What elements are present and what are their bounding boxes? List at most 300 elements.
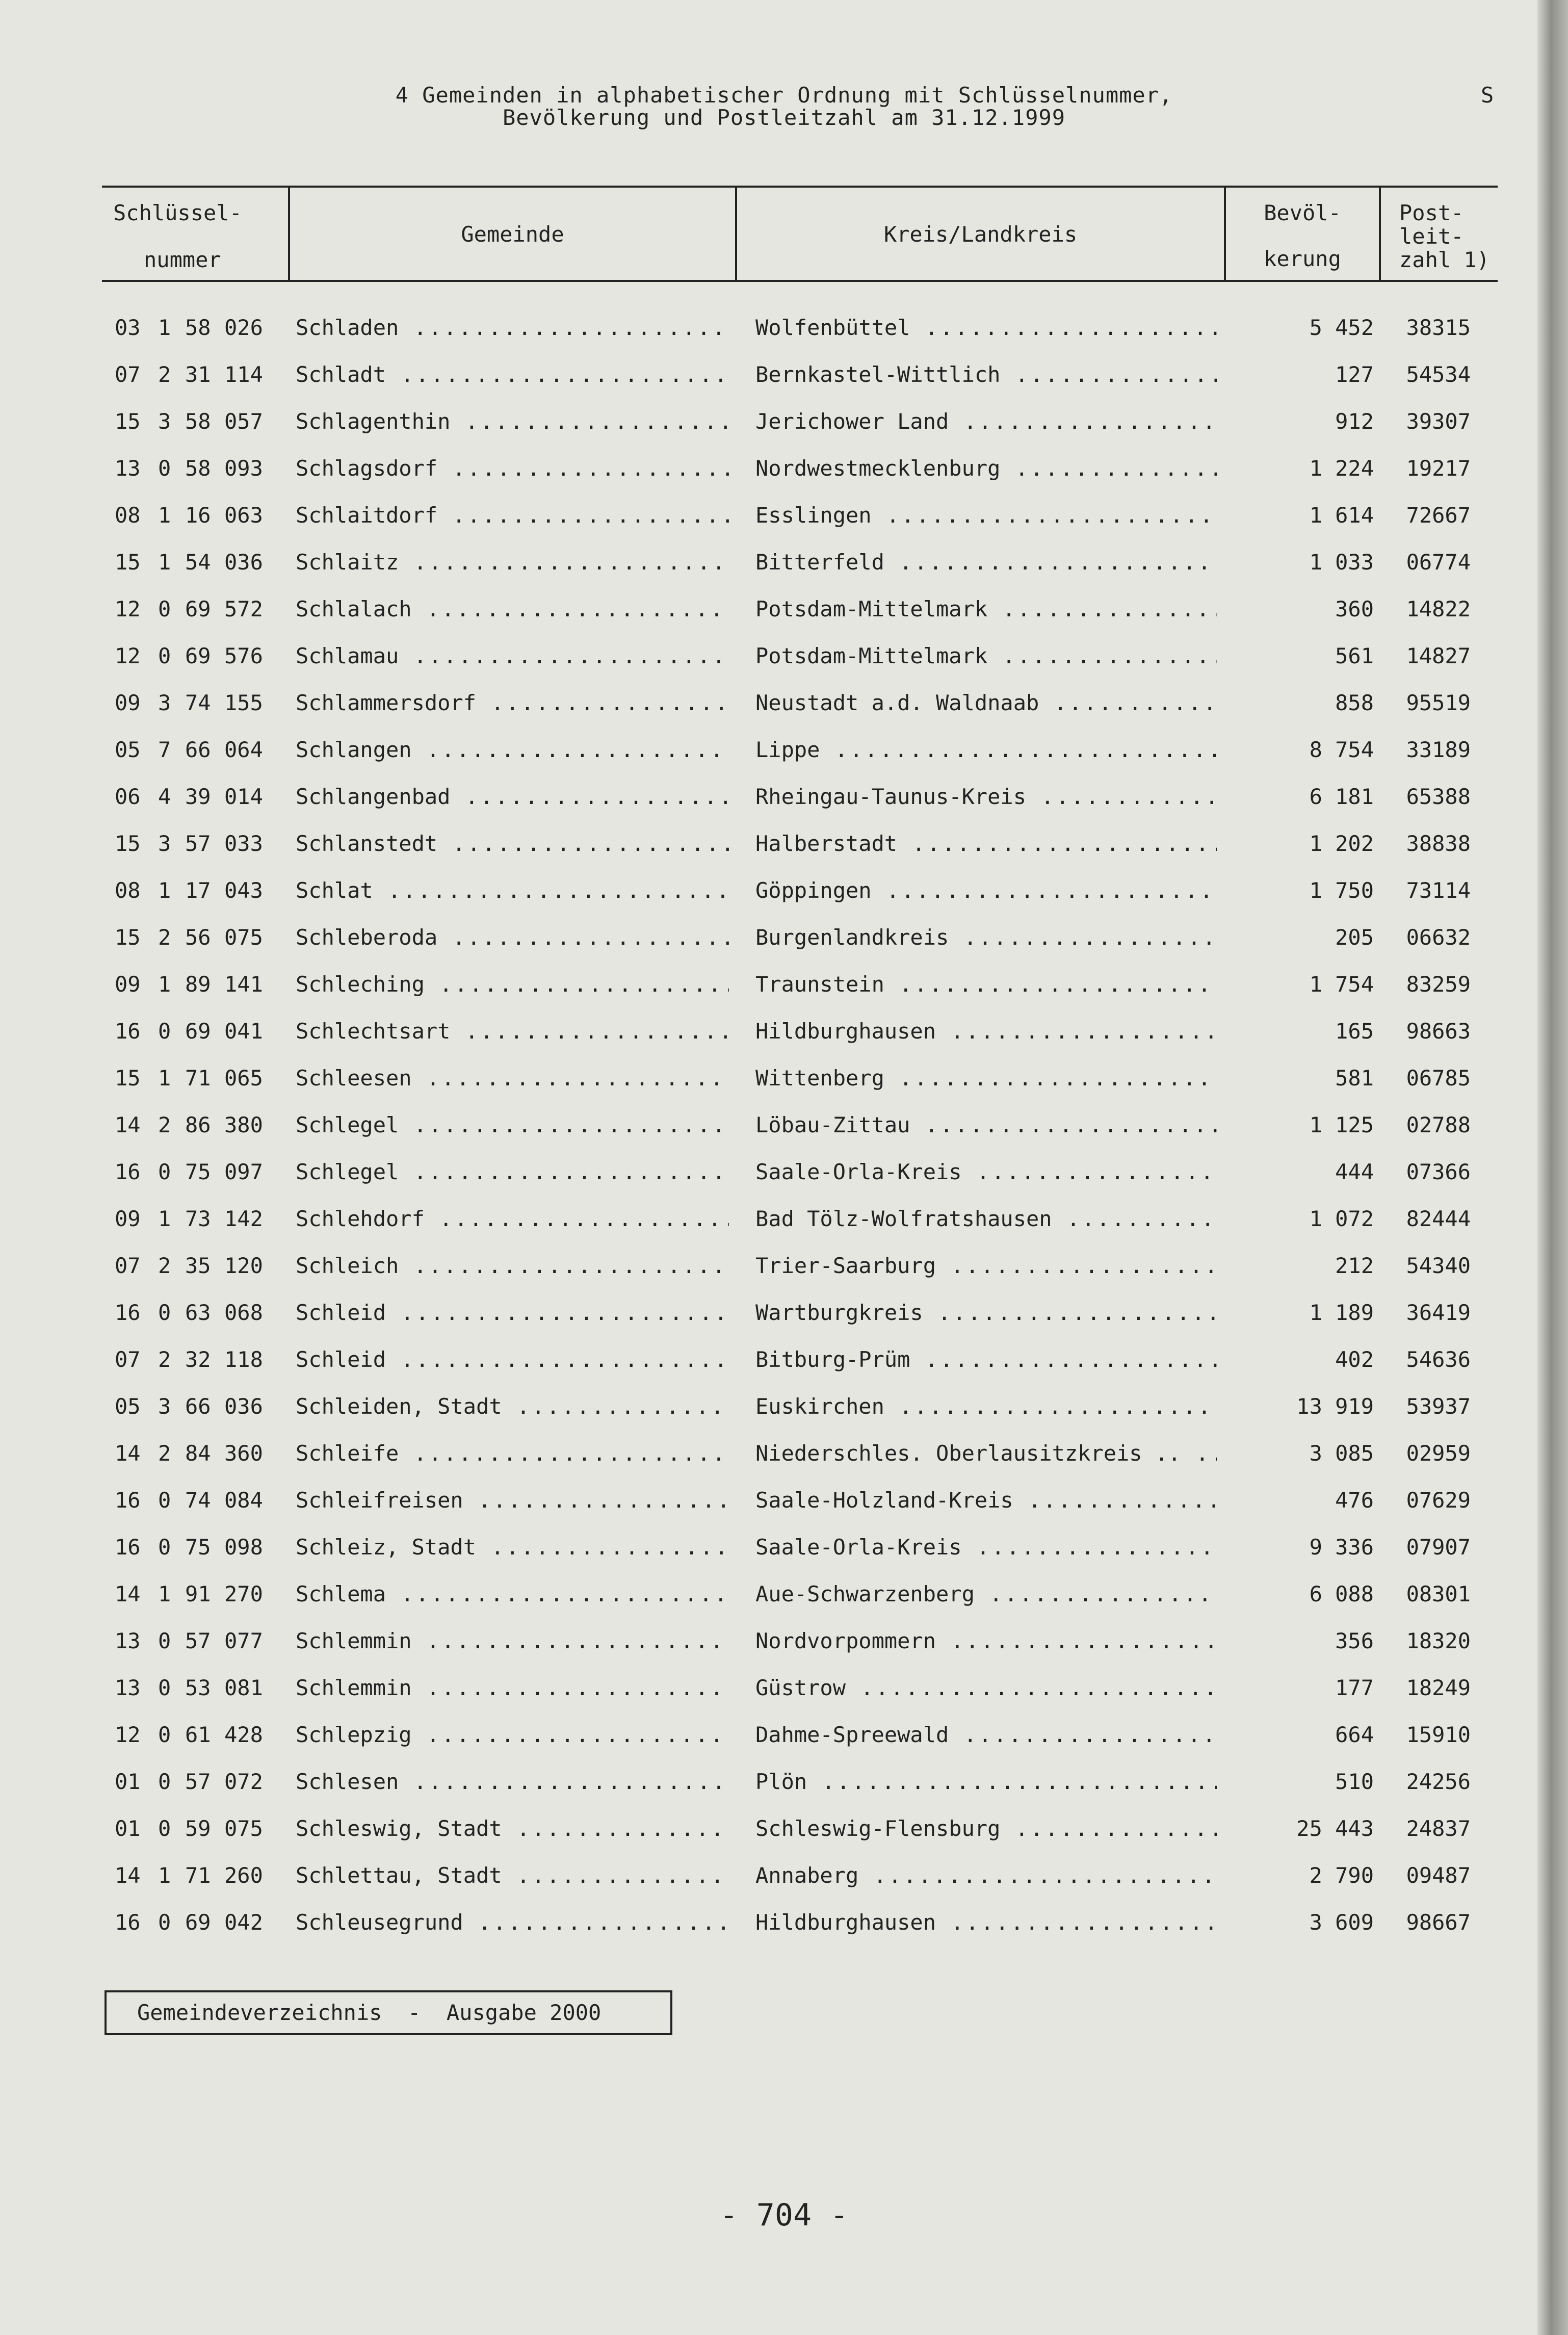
- table-row: [0, 1019, 1519, 1066]
- key-part-gem-nr: 120: [224, 1253, 263, 1278]
- kreis-cell: Göppingen .....: [755, 878, 1217, 903]
- book-spine-shadow: [1537, 0, 1568, 2335]
- postleitzahl-cell: 19217: [1406, 456, 1471, 481]
- postleitzahl-cell: 38315: [1406, 315, 1471, 340]
- key-part-rb: 0: [158, 1675, 171, 1700]
- bevoelkerung-cell: 177: [1335, 1675, 1374, 1700]
- key-part-kreis-nr: 89: [185, 972, 211, 997]
- table-row: [0, 1441, 1519, 1488]
- kreis-cell: Halberstadt .....: [755, 831, 1217, 856]
- key-part-land: 14: [115, 1112, 141, 1137]
- table-row: [0, 1206, 1519, 1253]
- key-part-kreis-nr: 16: [185, 503, 211, 528]
- key-part-gem-nr: 114: [224, 362, 263, 387]
- kreis-cell: Hildburghausen .....: [755, 1019, 1217, 1044]
- table-row: [0, 1535, 1519, 1581]
- gemeinde-name-cell: Schlat .....: [296, 878, 729, 903]
- key-part-kreis-nr: 32: [185, 1347, 211, 1372]
- key-part-land: 15: [115, 1066, 141, 1091]
- postleitzahl-cell: 53937: [1406, 1394, 1471, 1419]
- kreis-cell: Potsdam-Mittelmark .....: [755, 643, 1217, 668]
- gemeinde-name-cell: Schleswig, Stadt .....: [296, 1816, 729, 1841]
- key-part-kreis-nr: 73: [185, 1206, 211, 1231]
- key-part-gem-nr: 014: [224, 784, 263, 809]
- gemeinde-name-cell: Schlegel .....: [296, 1112, 729, 1137]
- gemeinde-name-cell: Schlagenthin .....: [296, 409, 729, 434]
- postleitzahl-cell: 14822: [1406, 596, 1471, 621]
- table-row: [0, 1253, 1519, 1300]
- bevoelkerung-cell: 1 614: [1309, 503, 1374, 528]
- key-part-land: 13: [115, 1675, 141, 1700]
- kreis-cell: Wolfenbüttel .....: [755, 315, 1217, 340]
- key-part-rb: 1: [158, 1863, 171, 1888]
- postleitzahl-cell: 06632: [1406, 925, 1471, 950]
- gemeinde-name-cell: Schleid .....: [296, 1347, 729, 1372]
- postleitzahl-cell: 07629: [1406, 1488, 1471, 1513]
- header-key-line-2: nummer: [144, 247, 221, 272]
- key-part-rb: 0: [158, 1019, 171, 1044]
- postleitzahl-cell: 08301: [1406, 1581, 1471, 1606]
- header-key-line-1: Schlüssel-: [113, 200, 242, 225]
- kreis-cell: Burgenlandkreis .....: [755, 925, 1217, 950]
- postleitzahl-cell: 36419: [1406, 1300, 1471, 1325]
- key-part-land: 12: [115, 596, 141, 621]
- key-part-rb: 2: [158, 1441, 171, 1466]
- postleitzahl-cell: 73114: [1406, 878, 1471, 903]
- key-part-gem-nr: 036: [224, 1394, 263, 1419]
- key-part-kreis-nr: 74: [185, 1488, 211, 1513]
- key-part-gem-nr: 142: [224, 1206, 263, 1231]
- key-part-gem-nr: 042: [224, 1910, 263, 1935]
- bevoelkerung-cell: 1 189: [1309, 1300, 1374, 1325]
- key-part-gem-nr: 068: [224, 1300, 263, 1325]
- bevoelkerung-cell: 402: [1335, 1347, 1374, 1372]
- key-part-rb: 0: [158, 1300, 171, 1325]
- table-row: [0, 1722, 1519, 1769]
- key-part-rb: 0: [158, 1769, 171, 1794]
- table-row: [0, 456, 1519, 503]
- key-part-kreis-nr: 39: [185, 784, 211, 809]
- table-row: [0, 1628, 1519, 1675]
- bevoelkerung-cell: 205: [1335, 925, 1374, 950]
- kreis-cell: Plön .....: [755, 1769, 1217, 1794]
- table-row: [0, 1675, 1519, 1722]
- key-part-rb: 1: [158, 972, 171, 997]
- key-part-land: 15: [115, 550, 141, 575]
- key-part-land: 16: [115, 1488, 141, 1513]
- key-part-kreis-nr: 75: [185, 1535, 211, 1560]
- kreis-cell: Saale-Orla-Kreis .....: [755, 1535, 1217, 1560]
- table-row: [0, 596, 1519, 643]
- gemeinde-name-cell: Schleiden, Stadt .....: [296, 1394, 729, 1419]
- key-part-land: 01: [115, 1816, 141, 1841]
- key-part-gem-nr: 380: [224, 1112, 263, 1137]
- header-bev-line-2: kerung: [1264, 246, 1341, 271]
- gemeinde-name-cell: Schlamau .....: [296, 643, 729, 668]
- key-part-kreis-nr: 57: [185, 831, 211, 856]
- key-part-gem-nr: 260: [224, 1863, 263, 1888]
- key-part-rb: 0: [158, 643, 171, 668]
- key-part-land: 16: [115, 1300, 141, 1325]
- table-row: [0, 925, 1519, 972]
- key-part-land: 16: [115, 1910, 141, 1935]
- bevoelkerung-cell: 1 202: [1309, 831, 1374, 856]
- kreis-cell: Euskirchen .....: [755, 1394, 1217, 1419]
- gemeinde-name-cell: Schlehdorf .....: [296, 1206, 729, 1231]
- kreis-cell: Bitterfeld .....: [755, 550, 1217, 575]
- key-part-land: 15: [115, 831, 141, 856]
- key-part-kreis-nr: 66: [185, 1394, 211, 1419]
- table-row: [0, 1394, 1519, 1441]
- bevoelkerung-cell: 1 754: [1309, 972, 1374, 997]
- key-part-gem-nr: 036: [224, 550, 263, 575]
- key-part-land: 15: [115, 925, 141, 950]
- key-part-gem-nr: 572: [224, 596, 263, 621]
- bevoelkerung-cell: 165: [1335, 1019, 1374, 1044]
- header-kreis: Kreis/Landkreis: [883, 222, 1078, 247]
- table-row: [0, 831, 1519, 878]
- key-part-land: 09: [115, 690, 141, 715]
- postleitzahl-cell: 24256: [1406, 1769, 1471, 1794]
- table-row: [0, 550, 1519, 596]
- kreis-cell: Trier-Saarburg .....: [755, 1253, 1217, 1278]
- key-part-gem-nr: 057: [224, 409, 263, 434]
- key-part-kreis-nr: 69: [185, 1019, 211, 1044]
- gemeinde-name-cell: Schleberoda .....: [296, 925, 729, 950]
- postleitzahl-cell: 24837: [1406, 1816, 1471, 1841]
- key-part-gem-nr: 075: [224, 1816, 263, 1841]
- table-row: [0, 878, 1519, 925]
- key-part-land: 14: [115, 1863, 141, 1888]
- table-row: [0, 784, 1519, 831]
- key-part-land: 09: [115, 1206, 141, 1231]
- key-part-rb: 3: [158, 831, 171, 856]
- key-part-land: 16: [115, 1535, 141, 1560]
- gemeinde-name-cell: Schlangenbad .....: [296, 784, 729, 809]
- key-part-gem-nr: 360: [224, 1441, 263, 1466]
- key-part-land: 07: [115, 1347, 141, 1372]
- header-gemeinde: Gemeinde: [461, 222, 564, 247]
- postleitzahl-cell: 98667: [1406, 1910, 1471, 1935]
- key-part-kreis-nr: 53: [185, 1675, 211, 1700]
- postleitzahl-cell: 38838: [1406, 831, 1471, 856]
- postleitzahl-cell: 07366: [1406, 1159, 1471, 1184]
- gemeinde-name-cell: Schlaitz .....: [296, 550, 729, 575]
- key-part-gem-nr: 026: [224, 315, 263, 340]
- gemeinde-name-cell: Schlepzig .....: [296, 1722, 729, 1747]
- kreis-cell: Dahme-Spreewald .....: [755, 1722, 1217, 1747]
- key-part-gem-nr: 065: [224, 1066, 263, 1091]
- bevoelkerung-cell: 127: [1335, 362, 1374, 387]
- key-part-rb: 3: [158, 1394, 171, 1419]
- table-row: [0, 1300, 1519, 1347]
- gemeinde-name-cell: Schlangen .....: [296, 737, 729, 762]
- key-part-rb: 1: [158, 1206, 171, 1231]
- postleitzahl-cell: 83259: [1406, 972, 1471, 997]
- gemeinde-name-cell: Schlaitdorf .....: [296, 503, 729, 528]
- key-part-kreis-nr: 56: [185, 925, 211, 950]
- bevoelkerung-cell: 444: [1335, 1159, 1374, 1184]
- bevoelkerung-cell: 3 085: [1309, 1441, 1374, 1466]
- gemeinde-name-cell: Schladt .....: [296, 362, 729, 387]
- key-part-gem-nr: 033: [224, 831, 263, 856]
- bevoelkerung-cell: 212: [1335, 1253, 1374, 1278]
- key-part-gem-nr: 097: [224, 1159, 263, 1184]
- key-part-rb: 3: [158, 690, 171, 715]
- kreis-cell: Bernkastel-Wittlich .....: [755, 362, 1217, 387]
- key-part-kreis-nr: 86: [185, 1112, 211, 1137]
- kreis-cell: Neustadt a.d. Waldnaab .....: [755, 690, 1217, 715]
- header-plz-line-1: Post-: [1399, 200, 1464, 225]
- gemeinde-name-cell: Schleching .....: [296, 972, 729, 997]
- gemeinde-name-cell: Schlemmin .....: [296, 1675, 729, 1700]
- page-title-line-2: Bevölkerung und Postleitzahl am 31.12.1999: [502, 105, 1066, 130]
- key-part-kreis-nr: 69: [185, 596, 211, 621]
- kreis-cell: Bad Tölz-Wolfratshausen .....: [755, 1206, 1217, 1231]
- kreis-cell: Niederschles. Oberlausitzkreis .. .....: [755, 1441, 1217, 1466]
- key-part-rb: 1: [158, 315, 171, 340]
- key-part-rb: 0: [158, 596, 171, 621]
- gemeinde-name-cell: Schlagsdorf .....: [296, 456, 729, 481]
- postleitzahl-cell: 82444: [1406, 1206, 1471, 1231]
- postleitzahl-cell: 06774: [1406, 550, 1471, 575]
- gemeinde-name-cell: Schladen .....: [296, 315, 729, 340]
- key-part-kreis-nr: 58: [185, 456, 211, 481]
- table-row: [0, 1910, 1519, 1957]
- table-row: [0, 315, 1519, 362]
- bevoelkerung-cell: 1 750: [1309, 878, 1374, 903]
- table-row: [0, 1066, 1519, 1112]
- key-part-gem-nr: 075: [224, 925, 263, 950]
- bevoelkerung-cell: 858: [1335, 690, 1374, 715]
- key-part-land: 06: [115, 784, 141, 809]
- key-part-kreis-nr: 54: [185, 550, 211, 575]
- gemeinde-name-cell: Schleesen .....: [296, 1066, 729, 1091]
- key-part-gem-nr: 093: [224, 456, 263, 481]
- key-part-kreis-nr: 17: [185, 878, 211, 903]
- postleitzahl-cell: 65388: [1406, 784, 1471, 809]
- bevoelkerung-cell: 1 072: [1309, 1206, 1374, 1231]
- gemeinde-name-cell: Schlechtsart .....: [296, 1019, 729, 1044]
- key-part-rb: 0: [158, 1628, 171, 1653]
- bevoelkerung-cell: 912: [1335, 409, 1374, 434]
- page-title-line-1: 4 Gemeinden in alphabetischer Ordnung mit Schlüsselnummer,: [395, 83, 1173, 108]
- key-part-kreis-nr: 75: [185, 1159, 211, 1184]
- key-part-rb: 2: [158, 925, 171, 950]
- key-part-kreis-nr: 91: [185, 1581, 211, 1606]
- key-part-gem-nr: 155: [224, 690, 263, 715]
- key-part-gem-nr: 063: [224, 503, 263, 528]
- key-part-land: 16: [115, 1159, 141, 1184]
- postleitzahl-cell: 06785: [1406, 1066, 1471, 1091]
- key-part-gem-nr: 077: [224, 1628, 263, 1653]
- kreis-cell: Saale-Holzland-Kreis .....: [755, 1488, 1217, 1513]
- key-part-kreis-nr: 57: [185, 1769, 211, 1794]
- postleitzahl-cell: 72667: [1406, 503, 1471, 528]
- key-part-rb: 1: [158, 503, 171, 528]
- header-bottom-rule: [102, 280, 1498, 282]
- bevoelkerung-cell: 5 452: [1309, 315, 1374, 340]
- bevoelkerung-cell: 25 443: [1296, 1816, 1374, 1841]
- key-part-rb: 1: [158, 1066, 171, 1091]
- key-part-rb: 0: [158, 1722, 171, 1747]
- table-row: [0, 690, 1519, 737]
- key-part-land: 05: [115, 737, 141, 762]
- header-top-rule: [102, 186, 1498, 188]
- table-row: [0, 1159, 1519, 1206]
- key-part-gem-nr: 072: [224, 1769, 263, 1794]
- key-part-land: 16: [115, 1019, 141, 1044]
- key-part-rb: 0: [158, 1910, 171, 1935]
- postleitzahl-cell: 54340: [1406, 1253, 1471, 1278]
- postleitzahl-cell: 15910: [1406, 1722, 1471, 1747]
- kreis-cell: Bitburg-Prüm .....: [755, 1347, 1217, 1372]
- key-part-land: 01: [115, 1769, 141, 1794]
- bevoelkerung-cell: 476: [1335, 1488, 1374, 1513]
- header-divider: [1379, 186, 1381, 282]
- table-row: [0, 1581, 1519, 1628]
- key-part-kreis-nr: 71: [185, 1066, 211, 1091]
- key-part-gem-nr: 064: [224, 737, 263, 762]
- kreis-cell: Lippe .....: [755, 737, 1217, 762]
- bevoelkerung-cell: 9 336: [1309, 1535, 1374, 1560]
- postleitzahl-cell: 18249: [1406, 1675, 1471, 1700]
- kreis-cell: Jerichower Land .....: [755, 409, 1217, 434]
- bevoelkerung-cell: 8 754: [1309, 737, 1374, 762]
- gemeinde-name-cell: Schlettau, Stadt .....: [296, 1863, 729, 1888]
- key-part-gem-nr: 118: [224, 1347, 263, 1372]
- bevoelkerung-cell: 1 125: [1309, 1112, 1374, 1137]
- table-row: [0, 362, 1519, 409]
- table-row: [0, 1488, 1519, 1535]
- key-part-gem-nr: 081: [224, 1675, 263, 1700]
- key-part-gem-nr: 270: [224, 1581, 263, 1606]
- key-part-kreis-nr: 58: [185, 409, 211, 434]
- postleitzahl-cell: 54636: [1406, 1347, 1471, 1372]
- postleitzahl-cell: 39307: [1406, 409, 1471, 434]
- key-part-kreis-nr: 74: [185, 690, 211, 715]
- kreis-cell: Wittenberg .....: [755, 1066, 1217, 1091]
- key-part-gem-nr: 141: [224, 972, 263, 997]
- key-part-land: 14: [115, 1581, 141, 1606]
- key-part-land: 07: [115, 1253, 141, 1278]
- key-part-rb: 0: [158, 1159, 171, 1184]
- key-part-rb: 0: [158, 1535, 171, 1560]
- bevoelkerung-cell: 581: [1335, 1066, 1374, 1091]
- bevoelkerung-cell: 1 224: [1309, 456, 1374, 481]
- key-part-kreis-nr: 31: [185, 362, 211, 387]
- postleitzahl-cell: 02788: [1406, 1112, 1471, 1137]
- table-row: [0, 737, 1519, 784]
- bevoelkerung-cell: 356: [1335, 1628, 1374, 1653]
- kreis-cell: Traunstein .....: [755, 972, 1217, 997]
- key-part-gem-nr: 084: [224, 1488, 263, 1513]
- bevoelkerung-cell: 6 088: [1309, 1581, 1374, 1606]
- key-part-rb: 1: [158, 550, 171, 575]
- table-row: [0, 1112, 1519, 1159]
- table-row: [0, 1347, 1519, 1394]
- postleitzahl-cell: 07907: [1406, 1535, 1471, 1560]
- key-part-land: 05: [115, 1394, 141, 1419]
- key-part-gem-nr: 576: [224, 643, 263, 668]
- key-part-kreis-nr: 59: [185, 1816, 211, 1841]
- key-part-land: 13: [115, 456, 141, 481]
- bevoelkerung-cell: 510: [1335, 1769, 1374, 1794]
- key-part-land: 03: [115, 315, 141, 340]
- postleitzahl-cell: 09487: [1406, 1863, 1471, 1888]
- key-part-land: 14: [115, 1441, 141, 1466]
- header-plz-line-3: zahl 1): [1399, 247, 1490, 272]
- key-part-rb: 3: [158, 409, 171, 434]
- kreis-cell: Saale-Orla-Kreis .....: [755, 1159, 1217, 1184]
- key-part-rb: 4: [158, 784, 171, 809]
- key-part-rb: 1: [158, 878, 171, 903]
- postleitzahl-cell: 14827: [1406, 643, 1471, 668]
- gemeinde-name-cell: Schleid .....: [296, 1300, 729, 1325]
- key-part-rb: 7: [158, 737, 171, 762]
- key-part-rb: 0: [158, 456, 171, 481]
- footer-publication-box: Gemeindeverzeichnis - Ausgabe 2000: [104, 1990, 672, 2035]
- key-part-kreis-nr: 63: [185, 1300, 211, 1325]
- postleitzahl-cell: 95519: [1406, 690, 1471, 715]
- kreis-cell: Aue-Schwarzenberg .....: [755, 1581, 1217, 1606]
- key-part-kreis-nr: 69: [185, 643, 211, 668]
- kreis-cell: Annaberg .....: [755, 1863, 1217, 1888]
- bevoelkerung-cell: 2 790: [1309, 1863, 1374, 1888]
- key-part-land: 09: [115, 972, 141, 997]
- gemeinde-name-cell: Schleich .....: [296, 1253, 729, 1278]
- table-row: [0, 1769, 1519, 1816]
- key-part-gem-nr: 043: [224, 878, 263, 903]
- key-part-land: 15: [115, 409, 141, 434]
- gemeinde-name-cell: Schlammersdorf .....: [296, 690, 729, 715]
- key-part-kreis-nr: 69: [185, 1910, 211, 1935]
- key-part-land: 12: [115, 1722, 141, 1747]
- page-number: - 704 -: [719, 2197, 849, 2233]
- bevoelkerung-cell: 561: [1335, 643, 1374, 668]
- key-part-kreis-nr: 57: [185, 1628, 211, 1653]
- key-part-rb: 1: [158, 1581, 171, 1606]
- gemeinde-name-cell: Schleife .....: [296, 1441, 729, 1466]
- key-part-kreis-nr: 71: [185, 1863, 211, 1888]
- header-plz-line-2: leit-: [1399, 224, 1464, 249]
- gemeinde-name-cell: Schlema .....: [296, 1581, 729, 1606]
- key-part-kreis-nr: 66: [185, 737, 211, 762]
- gemeinde-name-cell: Schlesen .....: [296, 1769, 729, 1794]
- key-part-kreis-nr: 61: [185, 1722, 211, 1747]
- page-letter: S: [1481, 83, 1494, 108]
- key-part-gem-nr: 098: [224, 1535, 263, 1560]
- table-row: [0, 503, 1519, 550]
- bevoelkerung-cell: 1 033: [1309, 550, 1374, 575]
- key-part-land: 12: [115, 643, 141, 668]
- gemeinde-name-cell: Schlemmin .....: [296, 1628, 729, 1653]
- kreis-cell: Nordwestmecklenburg .....: [755, 456, 1217, 481]
- key-part-kreis-nr: 84: [185, 1441, 211, 1466]
- key-part-rb: 2: [158, 362, 171, 387]
- kreis-cell: Wartburgkreis .....: [755, 1300, 1217, 1325]
- bevoelkerung-cell: 6 181: [1309, 784, 1374, 809]
- key-part-rb: 0: [158, 1816, 171, 1841]
- kreis-cell: Esslingen .....: [755, 503, 1217, 528]
- kreis-cell: Löbau-Zittau .....: [755, 1112, 1217, 1137]
- postleitzahl-cell: 33189: [1406, 737, 1471, 762]
- gemeinde-name-cell: Schlalach .....: [296, 596, 729, 621]
- postleitzahl-cell: 54534: [1406, 362, 1471, 387]
- table-row: [0, 643, 1519, 690]
- kreis-cell: Schleswig-Flensburg .....: [755, 1816, 1217, 1841]
- gemeinde-name-cell: Schlanstedt .....: [296, 831, 729, 856]
